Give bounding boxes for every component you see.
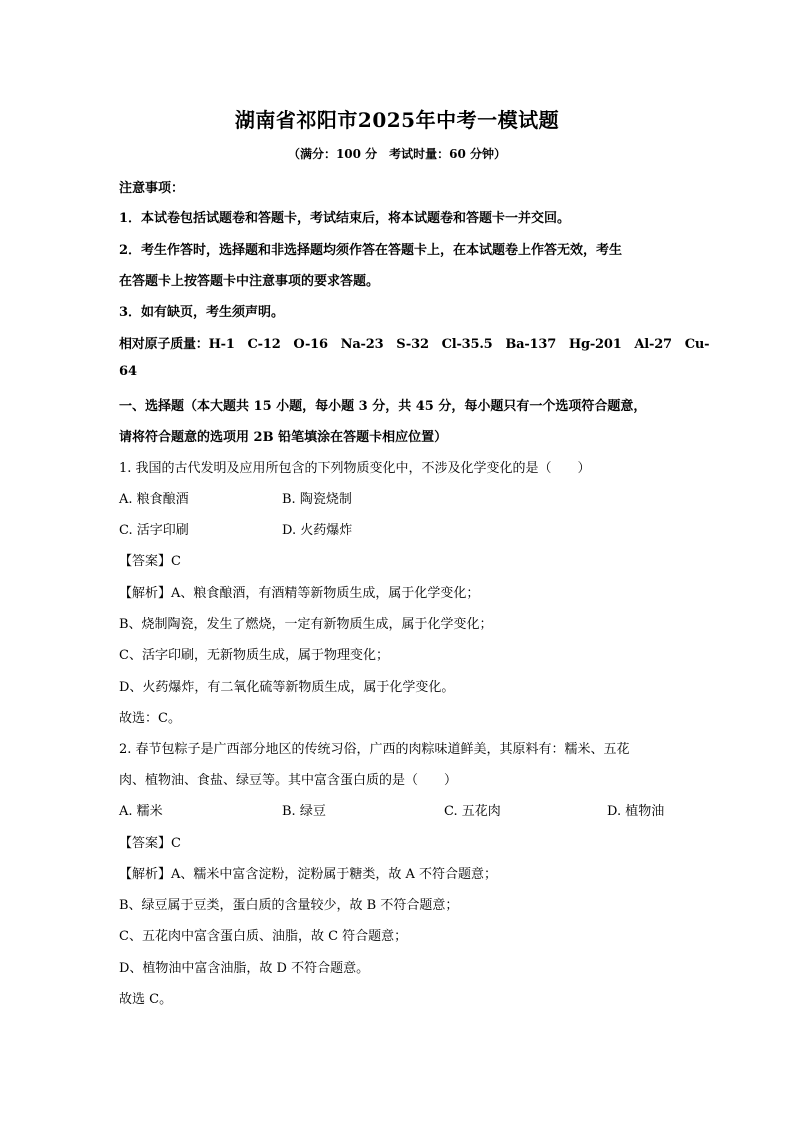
question-2-stem-line-2: 肉、植物油、食盐、绿豆等。其中富含蛋白质的是（ ） (119, 773, 458, 788)
note-item-1: 1．本试卷包括试题卷和答题卡，考试结束后，将本试题卷和答题卡一并交回。 (119, 211, 571, 226)
question-1-analysis-2: B、烧制陶瓷，发生了燃烧，一定有新物质生成，属于化学变化； (119, 617, 493, 632)
atomic-mass-line-2: 64 (119, 364, 138, 379)
exam-info: （满分：100 分 考试时量：60 分钟） (287, 147, 507, 161)
atomic-mass-line-1: 相对原子质量：H-1 C-12 O-16 Na-23 S-32 Cl-35.5 Ba-137 Hg-201 Al-27 Cu- (119, 337, 710, 352)
note-item-2-line-1: 2．考生作答时，选择题和非选择题均须作答在答题卡上，在本试题卷上作答无效，考生 (119, 243, 623, 258)
question-1-analysis-3: C、活字印刷，无新物质生成，属于物理变化； (119, 648, 389, 663)
question-2-answer: 【答案】C (119, 836, 181, 851)
note-item-2-line-2: 在答题卡上按答题卡中注意事项的要求答题。 (119, 274, 380, 289)
question-2-analysis-1: 【解析】A、糯米中富含淀粉，淀粉属于糖类，故 A 不符合题意； (119, 867, 498, 882)
question-2-option-a: A. 糯米 (119, 804, 163, 819)
question-2-stem-line-1: 2. 春节包粽子是广西部分地区的传统习俗，广西的肉粽味道鲜美，其原料有：糯米、五花 (119, 742, 630, 757)
question-2-analysis-2: B、绿豆属于豆类，蛋白质的含量较少，故 B 不符合题意； (119, 898, 459, 913)
section-heading-line-1: 一、选择题（本大题共 15 小题，每小题 3 分，共 45 分，每小题只有一个选项符合题意， (119, 399, 647, 414)
question-2-option-d: D. 植物油 (607, 804, 665, 819)
question-2-option-c: C. 五花肉 (444, 804, 501, 819)
question-1-conclusion: 故选：C。 (119, 711, 181, 726)
question-1-option-d: D. 火药爆炸 (282, 523, 353, 538)
question-2-analysis-4: D、植物油中富含油脂，故 D 不符合题意。 (119, 961, 370, 976)
question-2-option-b: B. 绿豆 (282, 804, 326, 819)
question-1-option-c: C. 活字印刷 (119, 523, 189, 538)
note-item-3: 3．如有缺页，考生须声明。 (119, 305, 285, 320)
question-2-conclusion: 故选 C。 (119, 992, 173, 1007)
question-1-option-b: B. 陶瓷烧制 (282, 492, 352, 507)
question-1-answer: 【答案】C (119, 554, 181, 569)
question-1-analysis-4: D、火药爆炸，有二氧化硫等新物质生成，属于化学变化。 (119, 680, 455, 695)
question-1-analysis-1: 【解析】A、粮食酿酒，有酒精等新物质生成，属于化学变化； (119, 586, 480, 601)
question-2-analysis-3: C、五花肉中富含蛋白质、油脂，故 C 符合题意； (119, 929, 408, 944)
section-heading-line-2: 请将符合题意的选项用 2B 铅笔填涂在答题卡相应位置） (119, 430, 448, 445)
notes-heading: 注意事项： (119, 181, 185, 196)
question-1-stem: 1. 我国的古代发明及应用所包含的下列物质变化中，不涉及化学变化的是（ ） (119, 461, 591, 476)
page-title: 湖南省祁阳市2025年中考一模试题 (234, 108, 560, 132)
question-1-option-a: A. 粮食酿酒 (119, 492, 189, 507)
